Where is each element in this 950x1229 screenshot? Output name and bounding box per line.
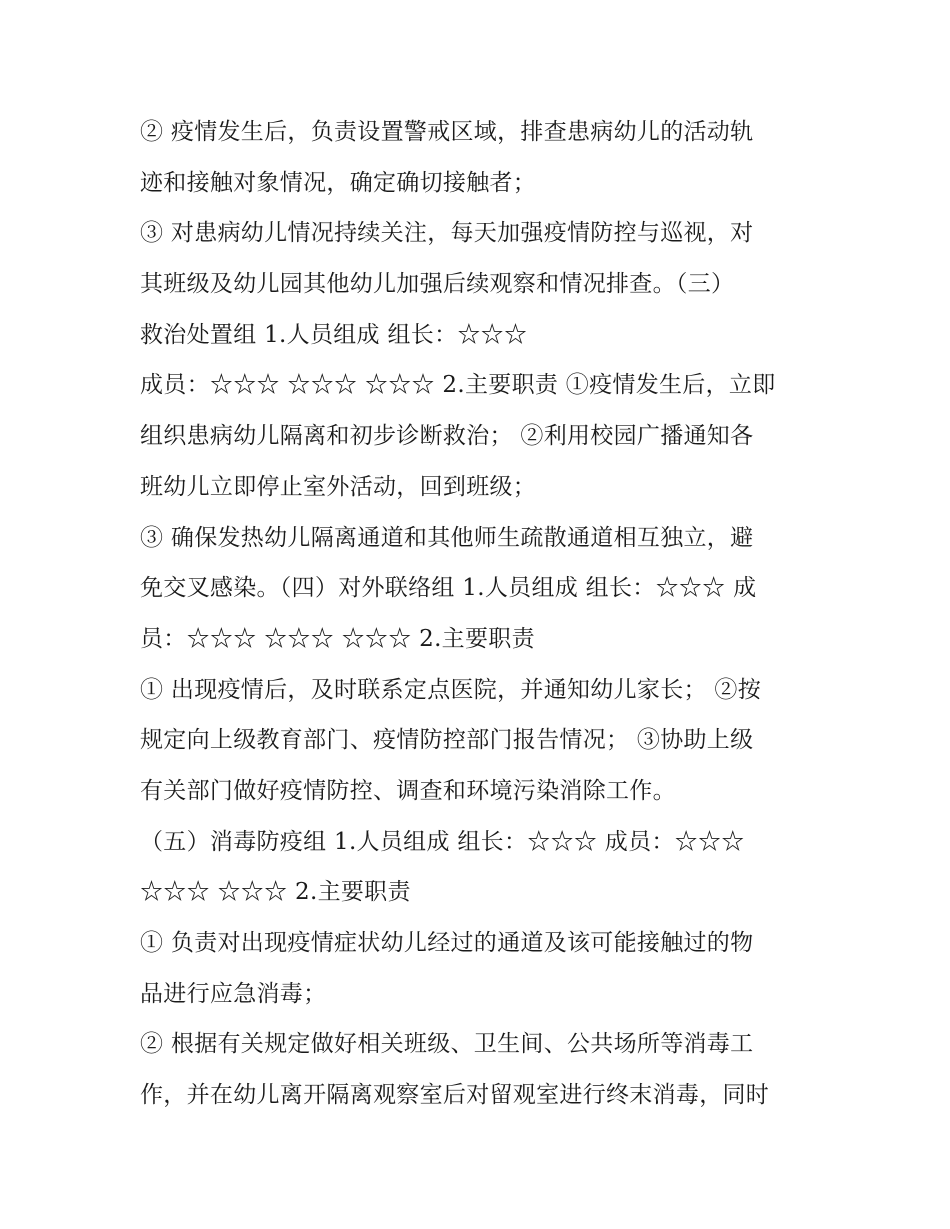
text-line: ① 负责对出现疫情症状幼儿经过的通道及该可能接触过的物 — [140, 930, 754, 956]
text-line: ② 根据有关规定做好相关班级、卫生间、公共场所等消毒工 — [140, 1031, 754, 1058]
text-line: 有关部门做好疫情防控、调查和环境污染消除工作。 — [140, 777, 676, 804]
text-line: 规定向上级教育部门、疫情防控部门报告情况； ③协助上级 — [140, 727, 754, 754]
text-line: 品进行应急消毒； — [140, 980, 327, 1007]
text-line: 救治处置组 1.人员组成 组长：☆☆☆ — [140, 321, 528, 348]
text-line: ② 疫情发生后，负责设置警戒区域，排查患病幼儿的活动轨 — [140, 119, 754, 145]
text-line: ① 出现疫情后，及时联系定点医院，并通知幼儿家长； ②按 — [140, 676, 762, 703]
text-line: 组织患病幼儿隔离和初步诊断救治； ②利用校园广播通知各 — [140, 423, 754, 450]
text-line: 作，并在幼儿离开隔离观察室后对留观室进行终末消毒，同时 — [140, 1082, 770, 1109]
text-line: 班幼儿立即停止室外活动，回到班级； — [140, 473, 537, 500]
text-line: 其班级及幼儿园其他幼儿加强后续观察和情况排查。（三） — [140, 271, 735, 298]
text-line: 迹和接触对象情况，确定确切接触者； — [140, 169, 537, 196]
document-body — [140, 107, 830, 1121]
text-line: 免交叉感染。（四）对外联络组 1.人员组成 组长：☆☆☆ 成 — [140, 575, 757, 602]
text-line: ③ 对患病幼儿情况持续关注，每天加强疫情防控与巡视，对 — [140, 220, 754, 247]
text-line: 成员：☆☆☆ ☆☆☆ ☆☆☆ 2.主要职责 ①疫情发生后，立即 — [140, 372, 776, 399]
text-line: ☆☆☆ ☆☆☆ 2.主要职责 — [140, 879, 411, 906]
text-line: ③ 确保发热幼儿隔离通道和其他师生疏散通道相互独立，避 — [140, 524, 754, 551]
text-line: （五）消毒防疫组 1.人员组成 组长：☆☆☆ 成员：☆☆☆ — [140, 828, 745, 855]
text-line: 员：☆☆☆ ☆☆☆ ☆☆☆ 2.主要职责 — [140, 625, 535, 652]
